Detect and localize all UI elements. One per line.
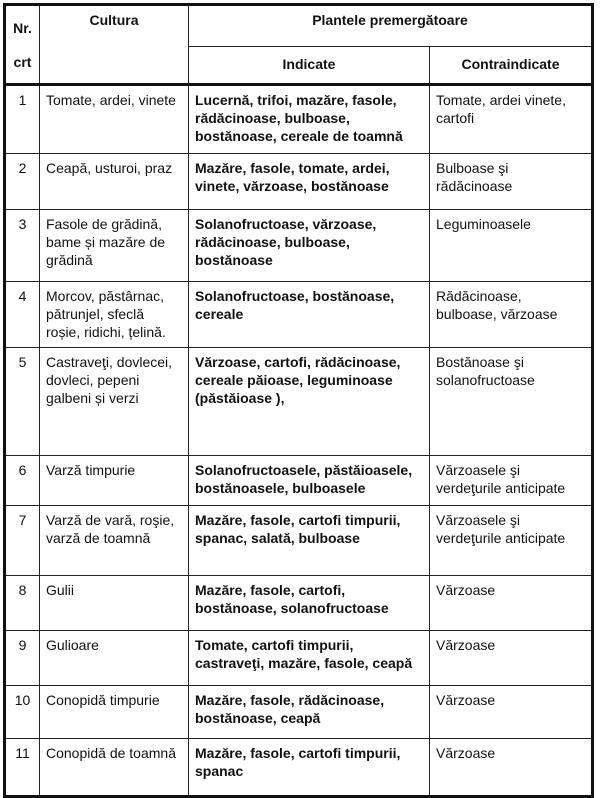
cell-nr: 1 xyxy=(5,85,40,154)
table-row xyxy=(5,506,593,576)
cell-indicate: Lucernă, trifoi, mazăre, fasole, rădăcinoase, bulboase, bostănoase, cereale de toamnă xyxy=(189,85,430,154)
table-row xyxy=(5,154,593,210)
cell-contraindicate: Vărzoasele şi verdeţurile anticipate xyxy=(430,506,593,576)
cell-indicate: Mazăre, fasole, tomate, ardei, vinete, vărzoase, bostănoase xyxy=(189,154,430,210)
crop-rotation-table xyxy=(3,3,594,798)
cell-contraindicate: Vărzoase xyxy=(430,686,593,739)
cell-contraindicate: Vărzoase xyxy=(430,576,593,631)
table-row xyxy=(5,686,593,739)
cell-indicate: Solanofructoase, bostănoase, cereale xyxy=(189,282,430,348)
table-header xyxy=(5,5,593,85)
cell-indicate: Tomate, cartofi timpurii, castraveţi, mazăre, fasole, ceapă xyxy=(189,631,430,686)
cell-cultura: Varză timpurie xyxy=(40,456,189,506)
cell-nr: 6 xyxy=(5,456,40,506)
header-cultura: Cultura xyxy=(40,5,189,85)
cell-nr: 7 xyxy=(5,506,40,576)
cell-contraindicate: Vărzoase xyxy=(430,739,593,797)
cell-contraindicate: Bulboase şi rădăcinoase xyxy=(430,154,593,210)
table-row xyxy=(5,456,593,506)
header-indicate: Indicate xyxy=(189,46,430,84)
table-row xyxy=(5,348,593,456)
header-contraindicate: Contraindicate xyxy=(430,46,593,84)
cell-cultura: Varză de vară, roşie, varză de toamnă xyxy=(40,506,189,576)
cell-cultura: Tomate, ardei, vinete xyxy=(40,85,189,154)
cell-contraindicate: Tomate, ardei vinete, cartofi xyxy=(430,85,593,154)
cell-contraindicate: Vărzoasele şi verdeţurile anticipate xyxy=(430,456,593,506)
cell-indicate: Solanofructoase, vărzoase, rădăcinoase, bulboase, bostănoase xyxy=(189,210,430,282)
cell-nr: 5 xyxy=(5,348,40,456)
cell-contraindicate: Vărzoase xyxy=(430,631,593,686)
cell-nr: 11 xyxy=(5,739,40,797)
cell-contraindicate: Bostănoase şi solanofructoase xyxy=(430,348,593,456)
cell-contraindicate: Leguminoasele xyxy=(430,210,593,282)
cell-nr: 2 xyxy=(5,154,40,210)
cell-indicate: Mazăre, fasole, cartofi timpurii, spanac, salată, bulboase xyxy=(189,506,430,576)
table-row xyxy=(5,282,593,348)
cell-nr: 3 xyxy=(5,210,40,282)
cell-cultura: Conopidă timpurie xyxy=(40,686,189,739)
table-row xyxy=(5,576,593,631)
header-nr: Nr. xyxy=(13,20,32,36)
table-row xyxy=(5,631,593,686)
header-crt: crt xyxy=(13,54,32,70)
cell-cultura: Gulioare xyxy=(40,631,189,686)
table-row xyxy=(5,210,593,282)
cell-nr: 8 xyxy=(5,576,40,631)
cell-cultura: Morcov, păstârnac, pătrunjel, sfeclă roșie, ridichi, țelină. xyxy=(40,282,189,348)
cell-nr: 10 xyxy=(5,686,40,739)
cell-cultura: Ceapă, usturoi, praz xyxy=(40,154,189,210)
cell-nr: 9 xyxy=(5,631,40,686)
cell-cultura: Fasole de grădină, bame și mazăre de grădină xyxy=(40,210,189,282)
table-row xyxy=(5,85,593,154)
header-premergatoare: Plantele premergătoare xyxy=(189,5,593,47)
table-body xyxy=(5,85,593,797)
cell-indicate: Mazăre, fasole, cartofi, bostănoase, solanofructoase xyxy=(189,576,430,631)
cell-indicate: Mazăre, fasole, cartofi timpurii, spanac xyxy=(189,739,430,797)
table-row xyxy=(5,739,593,797)
cell-indicate: Solanofructoasele, păstăioasele, bostănoasele, bulboasele xyxy=(189,456,430,506)
cell-nr: 4 xyxy=(5,282,40,348)
header-nr-crt xyxy=(5,5,40,85)
cell-indicate: Vărzoase, cartofi, rădăcinoase, cereale păioase, leguminoase (păstăioase ), xyxy=(189,348,430,456)
cell-cultura: Gulii xyxy=(40,576,189,631)
cell-indicate: Mazăre, fasole, rădăcinoase, bostănoase, ceapă xyxy=(189,686,430,739)
cell-cultura: Castraveţi, dovlecei, dovleci, pepeni galbeni și verzi xyxy=(40,348,189,456)
cell-contraindicate: Rădăcinoase, bulboase, vărzoase xyxy=(430,282,593,348)
cell-cultura: Conopidă de toamnă xyxy=(40,739,189,797)
